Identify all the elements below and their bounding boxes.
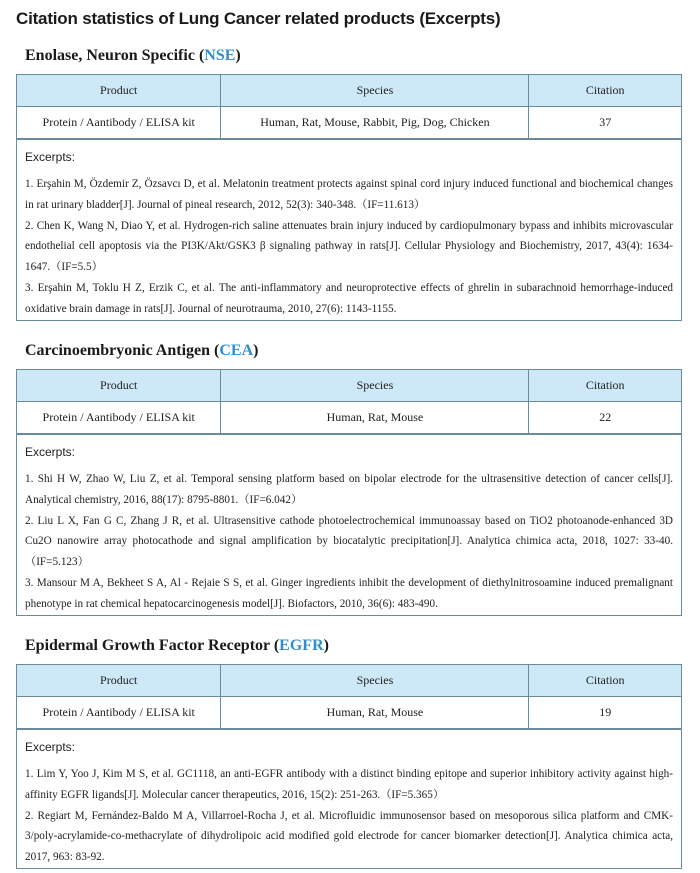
section-name: Carcinoembryonic Antigen <box>25 342 211 359</box>
cell-citation: 19 <box>529 697 681 729</box>
header-species: Species <box>221 370 529 402</box>
section-abbr: NSE <box>204 47 236 64</box>
product-box <box>16 74 682 321</box>
section-egfr <box>16 635 682 869</box>
product-box <box>16 369 682 616</box>
header-citation: Citation <box>529 370 681 402</box>
header-species: Species <box>221 665 529 697</box>
section-name: Enolase, Neuron Specific <box>25 47 195 64</box>
product-table <box>17 370 681 434</box>
section-nse <box>16 45 682 321</box>
reference-item: 2. Regiart M, Fernández-Baldo M A, Villarroel-Rocha J, et al. Microfluidic immunosensor based on mesoporous silica platform and CMK-3/poly-acrylamide-co-methacrylate of dihydrolipoic acid modified gold electrode for cancer biomarker detection[J]. Analytica chimica acta, 2017, 963: 83-92. <box>25 809 673 864</box>
header-citation: Citation <box>529 665 681 697</box>
cell-species: Human, Rat, Mouse <box>221 697 529 729</box>
product-table <box>17 665 681 729</box>
page-title: Citation statistics of Lung Cancer related products (Excerpts) <box>16 9 501 28</box>
reference-item: 2. Chen K, Wang N, Diao Y, et al. Hydrogen-rich saline attenuates brain injury induced by cardiopulmonary bypass and inhibits microvascular endothelial cell apoptosis via the PI3K/Akt/GSK3 β signaling pathway in rats[J]. Cellular Physiology and Biochemistry, 2017, 43(4): 1634-1647.（IF=5.5） <box>25 219 673 274</box>
cell-species: Human, Rat, Mouse, Rabbit, Pig, Dog, Chicken <box>221 107 529 139</box>
section-cea <box>16 340 682 616</box>
section-abbr: EGFR <box>279 637 324 654</box>
cell-product: Protein / Aantibody / ELISA kit <box>17 107 221 139</box>
product-table <box>17 75 681 139</box>
section-heading: Enolase, Neuron Specific (NSE) <box>25 47 241 64</box>
section-name: Epidermal Growth Factor Receptor <box>25 637 270 654</box>
cell-product: Protein / Aantibody / ELISA kit <box>17 402 221 434</box>
header-product: Product <box>17 370 221 402</box>
excerpts-panel <box>17 139 681 320</box>
reference-item: 1. Erşahin M, Özdemir Z, Özsavcı D, et al. Melatonin treatment protects against spinal cord injury induced functional and biochemical changes in rat urinary bladder[J]. Journal of pineal research, 2012, 52(3): 340-348.（IF=11.613） <box>25 178 673 211</box>
excerpts-label: Excerpts: <box>25 740 76 754</box>
reference-item: 3. Erşahin M, Toklu H Z, Erzik C, et al. The anti-inflammatory and neuroprotective effects of ghrelin in subarachnoid hemorrhage-induced oxidative brain damage in rats[J]. Journal of neurotrauma, 2010, 27(6): 1143-1155. <box>25 281 673 315</box>
cell-citation: 22 <box>529 402 681 434</box>
excerpts-label: Excerpts: <box>25 445 76 459</box>
cell-product: Protein / Aantibody / ELISA kit <box>17 697 221 729</box>
cell-citation: 37 <box>529 107 681 139</box>
reference-item: 2. Liu L X, Fan G C, Zhang J R, et al. Ultrasensitive cathode photoelectrochemical immunoassay based on TiO2 photoanode-enhanced 3D Cu2O nanowire array photocathode and signal amplification by biocatalytic precipitation[J]. Analytica chimica acta, 2018, 1027: 33-40.（IF=5.123） <box>25 514 673 569</box>
section-heading: Carcinoembryonic Antigen (CEA) <box>25 342 259 359</box>
header-species: Species <box>221 75 529 107</box>
header-product: Product <box>17 665 221 697</box>
reference-item: 1. Lim Y, Yoo J, Kim M S, et al. GC1118, an anti-EGFR antibody with a distinct binding epitope and superior inhibitory activity against high-affinity EGFR ligands[J]. Molecular cancer therapeutics, 2016, 15(2): 251-263.（IF=5.365） <box>25 768 673 801</box>
excerpts-panel <box>17 434 681 615</box>
header-product: Product <box>17 75 221 107</box>
header-citation: Citation <box>529 75 681 107</box>
section-heading: Epidermal Growth Factor Receptor (EGFR) <box>25 637 329 654</box>
cell-species: Human, Rat, Mouse <box>221 402 529 434</box>
excerpts-panel <box>17 729 681 868</box>
section-abbr: CEA <box>219 342 254 359</box>
excerpts-label: Excerpts: <box>25 150 76 164</box>
reference-item: 1. Shi H W, Zhao W, Liu Z, et al. Temporal sensing platform based on bipolar electrode for the ultrasensitive detection of cancer cells[J]. Analytical chemistry, 2016, 88(17): 8795-8801.（IF=6.042） <box>25 473 673 506</box>
reference-item: 3. Mansour M A, Bekheet S A, Al - Rejaie S S, et al. Ginger ingredients inhibit the development of diethylnitrosoamine induced premalignant phenotype in rat chemical hepatocarcinogenesis model[J]. Biofactors, 2010, 36(6): 483-490. <box>25 576 673 610</box>
product-box <box>16 664 682 869</box>
